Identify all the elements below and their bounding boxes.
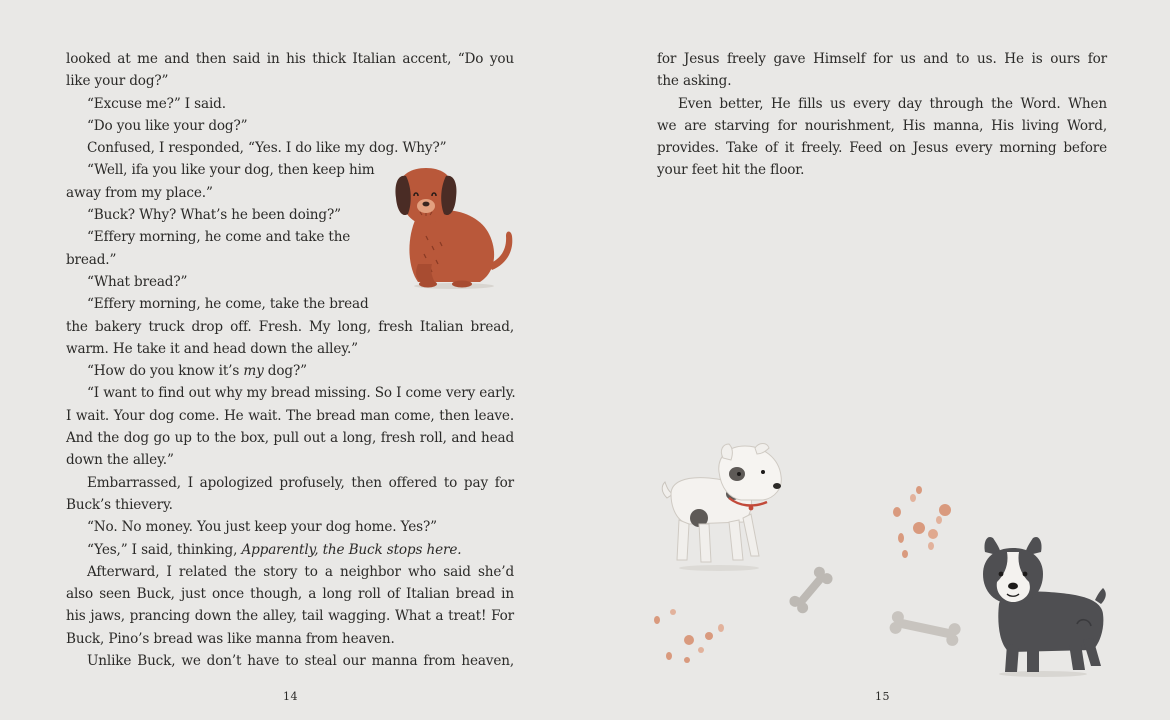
text-line: I wait. Your dog come. He wait. The bread man come, then leave. — [66, 407, 514, 424]
paw-print-icon — [649, 606, 729, 666]
text-line: like your dog?” — [66, 73, 169, 90]
text-line: down the alley.” — [66, 452, 174, 469]
text-line: “Effery morning, he come and take the — [87, 229, 351, 246]
text-line: Unlike Buck, we don’t have to steal our manna from heaven, — [87, 653, 514, 670]
text-line: warm. He take it and head down the alley.” — [66, 340, 358, 357]
text-line: your feet hit the floor. — [657, 162, 805, 179]
text-line: “Well, ifa you like your dog, then keep him — [87, 162, 375, 179]
paw-print-icon — [887, 482, 957, 572]
text-line: away from my place.” — [66, 184, 213, 201]
right-page-text — [657, 48, 1107, 182]
text-line: “Do you like your dog?” — [87, 117, 248, 134]
text-line: “No. No money. You just keep your dog home. Yes?” — [87, 519, 437, 536]
text-line: “Yes,” I said, thinking, Apparently, the Buck stops here. — [87, 541, 462, 558]
bone-icon — [885, 604, 965, 654]
text-line: Afterward, I related the story to a neighbor who said she’d — [87, 563, 514, 580]
text-line: “Effery morning, he come, take the bread — [87, 296, 369, 313]
text-line: the bakery truck drop off. Fresh. My long, fresh Italian bread, — [66, 318, 514, 335]
text-line: “Buck? Why? What’s he been doing?” — [87, 207, 341, 224]
white-spotted-dog-icon — [659, 442, 799, 572]
text-line: we are starving for nourishment, His manna, His living Word, — [657, 117, 1107, 134]
text-line: Buck’s thievery. — [66, 496, 173, 513]
brown-sitting-dog-icon — [392, 166, 520, 290]
text-line: “How do you know it’s my dog?” — [87, 363, 307, 380]
gray-bulldog-icon — [979, 534, 1109, 678]
text-line: for Jesus freely gave Himself for us and to us. He is ours for — [657, 51, 1107, 67]
page-number-left: 14 — [283, 690, 298, 703]
bone-icon — [783, 562, 839, 618]
text-line: his jaws, prancing down the alley, tail wagging. What a treat! For — [66, 608, 514, 625]
right-page — [585, 0, 1170, 720]
page-number-right: 15 — [875, 690, 890, 703]
text-line: “I want to find out why my bread missing. So I come very early. — [87, 385, 516, 402]
text-line: the asking. — [657, 73, 732, 90]
text-line: also seen Buck, just once though, a long roll of Italian bread in — [66, 586, 514, 603]
text-line: Even better, He fills us every day through the Word. When — [678, 95, 1107, 112]
text-line: And the dog go up to the box, pull out a long, fresh roll, and head — [66, 430, 514, 447]
text-line: bread.” — [66, 251, 117, 268]
text-line: looked at me and then said in his thick Italian accent, “Do you — [66, 51, 514, 67]
left-page-text — [66, 48, 514, 672]
text-line: “What bread?” — [87, 273, 188, 290]
text-line: “Excuse me?” I said. — [87, 95, 226, 112]
text-line: Confused, I responded, “Yes. I do like my dog. Why?” — [87, 140, 447, 157]
text-line: Buck, Pino’s bread was like manna from heaven. — [66, 630, 395, 647]
text-line: provides. Take of it freely. Feed on Jesus every morning before — [657, 140, 1107, 157]
text-line: Embarrassed, I apologized profusely, then offered to pay for — [87, 474, 514, 491]
